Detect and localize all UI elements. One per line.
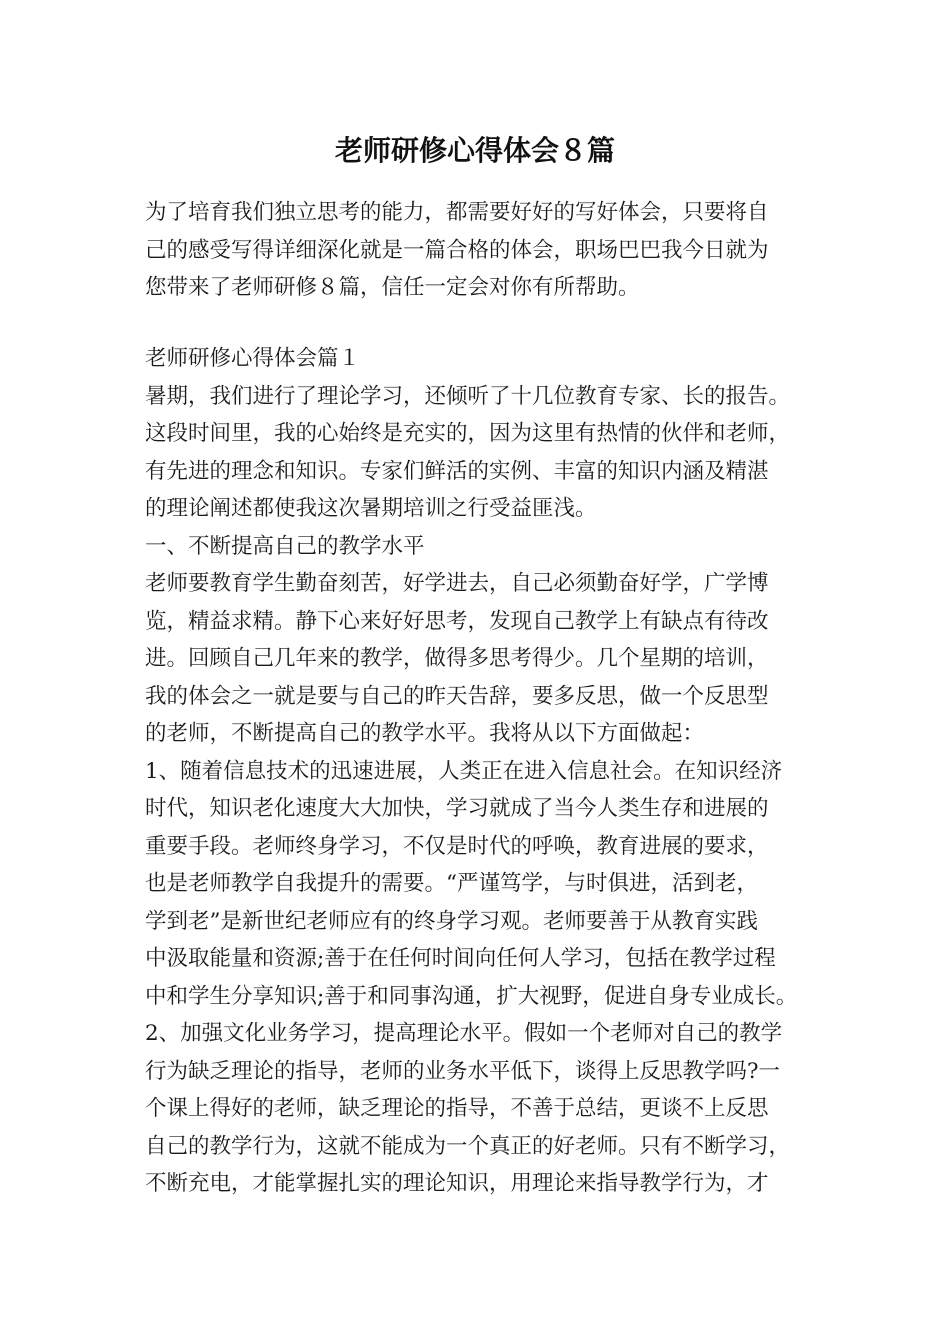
text-line: 老师要教育学生勤奋刻苦，好学进去，自己必须勤奋好学，广学博 [145,571,769,596]
text-line: 个课上得好的老师，缺乏理论的指导，不善于总结，更谈不上反思 [145,1096,769,1121]
text-line: 览，精益求精。静下心来好好思考，发现自己教学上有缺点有待改 [145,608,769,634]
subsection-heading: 一、不断提高自己的教学水平 [145,533,425,559]
text-line: 这段时间里，我的心始终是充实的，因为这里有热情的伙伴和老师， [145,421,791,446]
text-line: 1、随着信息技术的迅速进展，人类正在进入信息社会。在知识经济 [145,758,783,784]
text-line: 进。回顾自己几年来的教学，做得多思考得少。几个星期的培训， [145,646,769,671]
text-line: 不断充电，才能掌握扎实的理论知识，用理论来指导教学行为，才 [145,1171,769,1196]
text-line: 时代，知识老化速度大大加快，学习就成了当今人类生存和进展的 [145,796,769,821]
text-line: 重要手段。老师终身学习，不仅是时代的呼唤，教育进展的要求， [145,833,769,859]
text-line: 您带来了老师研修８篇，信任一定会对你有所帮助。 [145,275,640,300]
document-title: 老师研修心得体会８篇 [334,134,615,167]
text-line: 的老师，不断提高自己的教学水平。我将从以下方面做起： [145,721,705,746]
section-heading: 老师研修心得体会篇１ [145,346,361,371]
text-line: 也是老师教学自我提升的需要。“严谨笃学，与时俱进，活到老， [145,871,758,896]
text-line: 的理论阐述都使我这次暑期培训之行受益匪浅。 [145,496,597,521]
text-line: 我的体会之一就是要与自己的昨天告辞，要多反思，做一个反思型 [145,683,769,709]
text-line: 己的感受写得详细深化就是一篇合格的体会，职场巴巴我今日就为 [145,237,769,263]
text-line: 中和学生分享知识;善于和同事沟通，扩大视野，促进自身专业成长。 [145,983,798,1009]
text-line: 中汲取能量和资源;善于在任何时间向任何人学习，包括在教学过程 [145,946,776,971]
intro-paragraph [145,194,825,307]
text-line: 为了培育我们独立思考的能力，都需要好好的写好体会，只要将自 [145,200,769,225]
text-line: 有先进的理念和知识。专家们鲜活的实例、丰富的知识内涵及精湛 [145,458,769,484]
text-line: 行为缺乏理论的指导，老师的业务水平低下，谈得上反思教学吗?一 [145,1058,781,1084]
main-body [145,340,825,1203]
text-line: 暑期，我们进行了理论学习，还倾听了十几位教育专家、长的报告。 [145,383,791,409]
text-line: 学到老”是新世纪老师应有的终身学习观。老师要善于从教育实践 [145,908,758,934]
text-line: 2、加强文化业务学习，提高理论水平。假如一个老师对自己的教学 [145,1021,783,1046]
text-line: 自己的教学行为，这就不能成为一个真正的好老师。只有不断学习， [145,1133,791,1159]
